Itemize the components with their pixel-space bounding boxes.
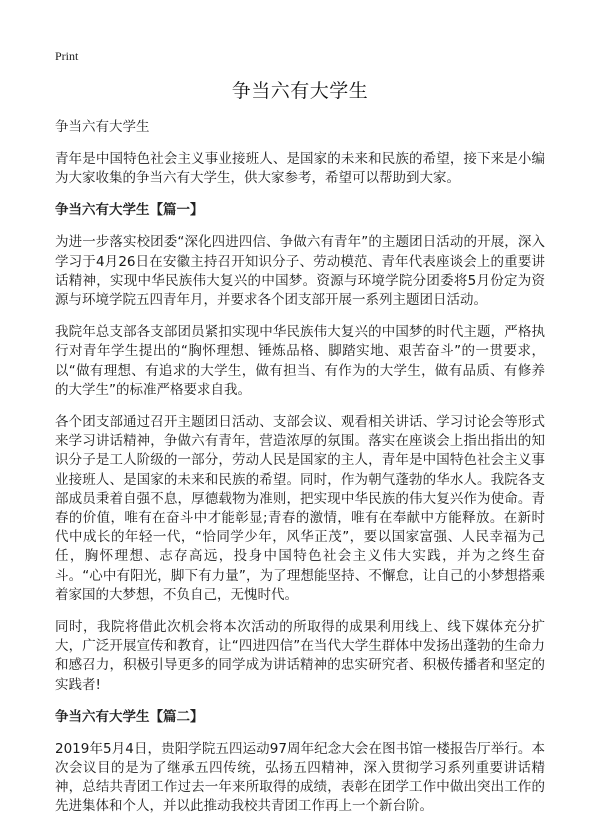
document-page <box>55 48 545 817</box>
section-1-paragraph-3: 各个团支部通过召开主题团日活动、支部会议、观看相关讲话、学习讨论会等形式来学习讲话精神，争做六有青年，营造浓厚的氛围。落实在座谈会上指出指出的知识分子是工人阶级的一部分，劳动人民是国家的主人，青年是中国特色社会主义事业接班人、是国家的未来和民族的希望。同时，作为朝气蓬勃的华水人。我院各支部成员秉着自强不息，厚德载物为准则，把实现中华民族的伟大复兴作为使命。青春的价值，唯有在奋斗中才能彰显;青春的激情，唯有在奉献中方能释放。在新时代中成长的年轻一代，“恰同学少年，风华正茂”，要以国家富强、人民幸福为己任，胸怀理想、志存高远，投身中国特色社会主义伟大实践，并为之终生奋斗。“心中有阳光，脚下有力量”，为了理想能坚持、不懈怠，让自己的小梦想搭乘着家国的大梦想，不负自己，无愧时代。 <box>55 414 545 603</box>
section-1-paragraph-1: 为进一步落实校团委“深化四进四信、争做六有青年”的主题团日活动的开展，深入学习于4月26日在安徽主持召开知识分子、劳动模范、青年代表座谈会上的重要讲话精神，实现中华民族伟大复兴的中国梦。资源与环境学院分团委将5月份定为资源与环境学院五四青年月，并要求各个团支部开展一系列主题团日活动。 <box>55 234 545 309</box>
document-subtitle: 争当六有大学生 <box>55 119 150 135</box>
section-1-paragraph-4: 同时，我院将借此次机会将本次活动的所取得的成果利用线上、线下媒体充分扩大，广泛开展宣传和教育，让“四进四信”在当代大学生群体中发扬出蓬勃的生命力和感召力，积极引导更多的同学成为讲话精神的忠实研究者、积极传播者和坚定的实践者! <box>55 619 545 693</box>
section-heading-2: 争当六有大学生【篇二】 <box>55 708 204 725</box>
section-heading-1: 争当六有大学生【篇一】 <box>55 202 204 219</box>
section-1-paragraph-2: 我院年总支部各支部团员紧扣实现中华民族伟大复兴的中国梦的时代主题，严格执行对青年学生提出的“胸怀理想、锤炼品格、脚踏实地、艰苦奋斗”的一贯要求，以“做有理想、有追求的大学生，做有担当、有作为的大学生，做有品质、有修养的大学生”的标准严格要求自我。 <box>55 324 545 398</box>
intro-paragraph: 青年是中国特色社会主义事业接班人、是国家的未来和民族的希望，接下来是小编为大家收集的争当六有大学生，供大家参考，希望可以帮助到大家。 <box>55 151 545 187</box>
section-2-paragraph-1: 2019年5月4日，贵阳学院五四运动97周年纪念大会在图书馆一楼报告厅举行。本次会议目的是为了继承五四传统，弘扬五四精神，深入贯彻学习系列重要讲话精神，总结共青团工作过去一年来所取得的成绩，表彰在团学工作中做出突出工作的先进集体和个人，并以此推动我校共青团工作再上一个新台阶。 <box>55 740 545 815</box>
print-link[interactable]: Print <box>55 49 79 63</box>
document-title: 争当六有大学生 <box>231 80 369 102</box>
